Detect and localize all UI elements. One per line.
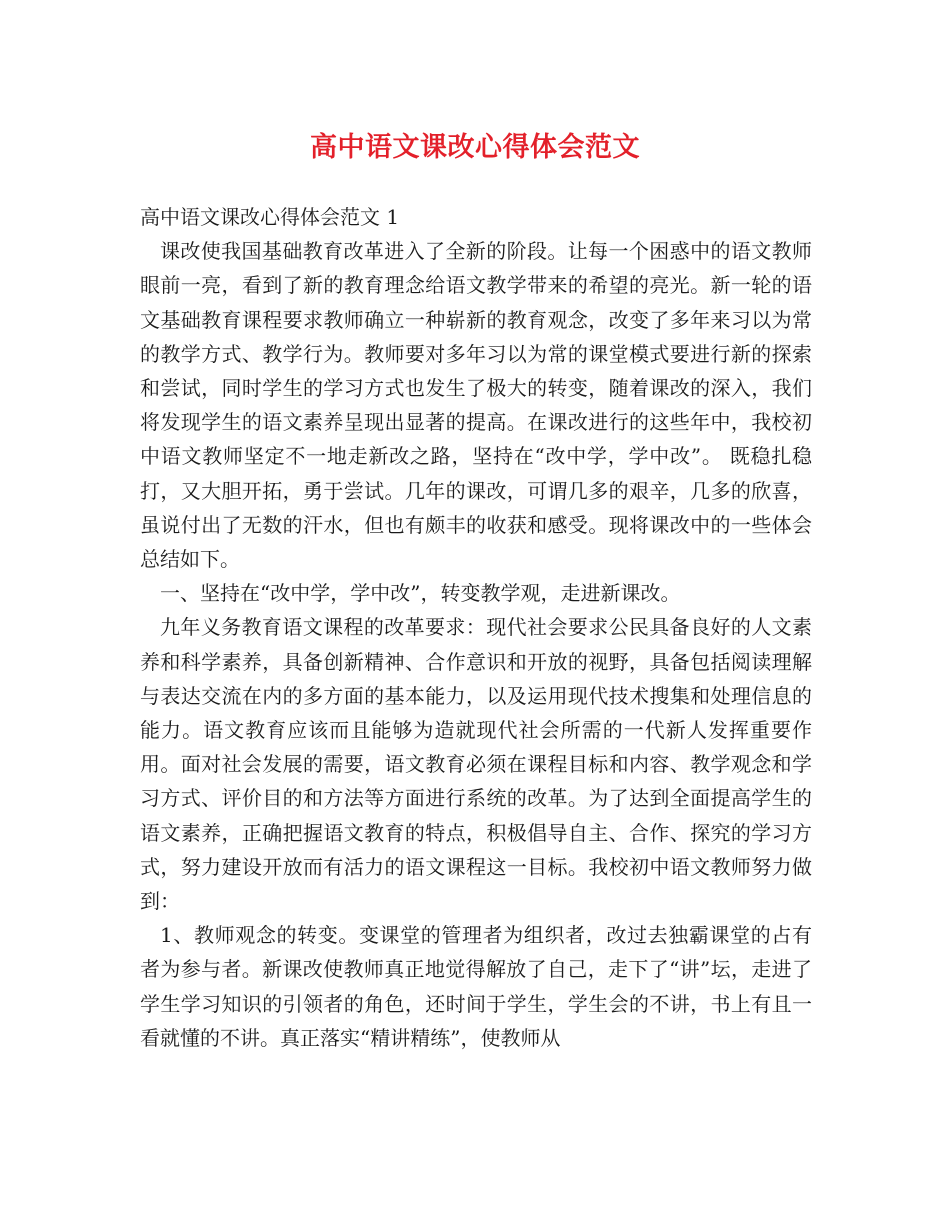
paragraph-point-1: 1、教师观念的转变。变课堂的管理者为组织者，改过去独霸课堂的占有者为参与者。新课改使教师真正地觉得解放了自己，走下了“讲”坛，走进了学生学习知识的引领者的角色，还时间于学生，学生会的不讲，书上有且一看就懂的不讲。真正落实“精讲精练”，使教师从 (140, 923, 812, 1050)
paragraph-intro: 课改使我国基础教育改革进入了全新的阶段。让每一个困惑中的语文教师眼前一亮，看到了新的教育理念给语文教学带来的希望的亮光。新一轮的语文基础教育课程要求教师确立一种崭新的教育观念，改变了多年来习以为常的教学方式、教学行为。教师要对多年习以为常的课堂模式要进行新的探索和尝试，同时学生的学习方式也发生了极大的转变，随着课改的深入，我们将发现学生的语文素养呈现出显著的提高。在课改进行的这些年中，我校初中语文教师坚定不一地走新改之路，坚持在“改中学，学中改”。 既稳扎稳打，又大胆开拓，勇于尝试。几年的课改，可谓几多的艰辛，几多的欣喜，虽说付出了无数的汗水，但也有颇丰的收获和感受。现将课改中的一些体会总结如下。 (140, 239, 812, 572)
document-body (140, 200, 812, 1055)
section-subtitle: 高中语文课改心得体会范文 1 (140, 205, 400, 229)
section-heading-1: 一、坚持在“改中学，学中改”，转变教学观，走进新课改。 (160, 581, 681, 606)
page-title: 高中语文课改心得体会范文 (310, 132, 640, 163)
paragraph-curriculum: 九年义务教育语文课程的改革要求：现代社会要求公民具备良好的人文素养和科学素养，具备创新精神、合作意识和开放的视野，具备包括阅读理解与表达交流在内的多方面的基本能力，以及运用现代技术搜集和处理信息的能力。语文教育应该而且能够为造就现代社会所需的一代新人发挥重要作用。面对社会发展的需要，语文教育必须在课程目标和内容、教学观念和学习方式、评价目的和方法等方面进行系统的改革。为了达到全面提高学生的语文素养，正确把握语文教育的特点，积极倡导自主、合作、探究的学习方式，努力建设开放而有活力的语文课程这一目标。我校初中语文教师努力做到： (140, 615, 812, 914)
